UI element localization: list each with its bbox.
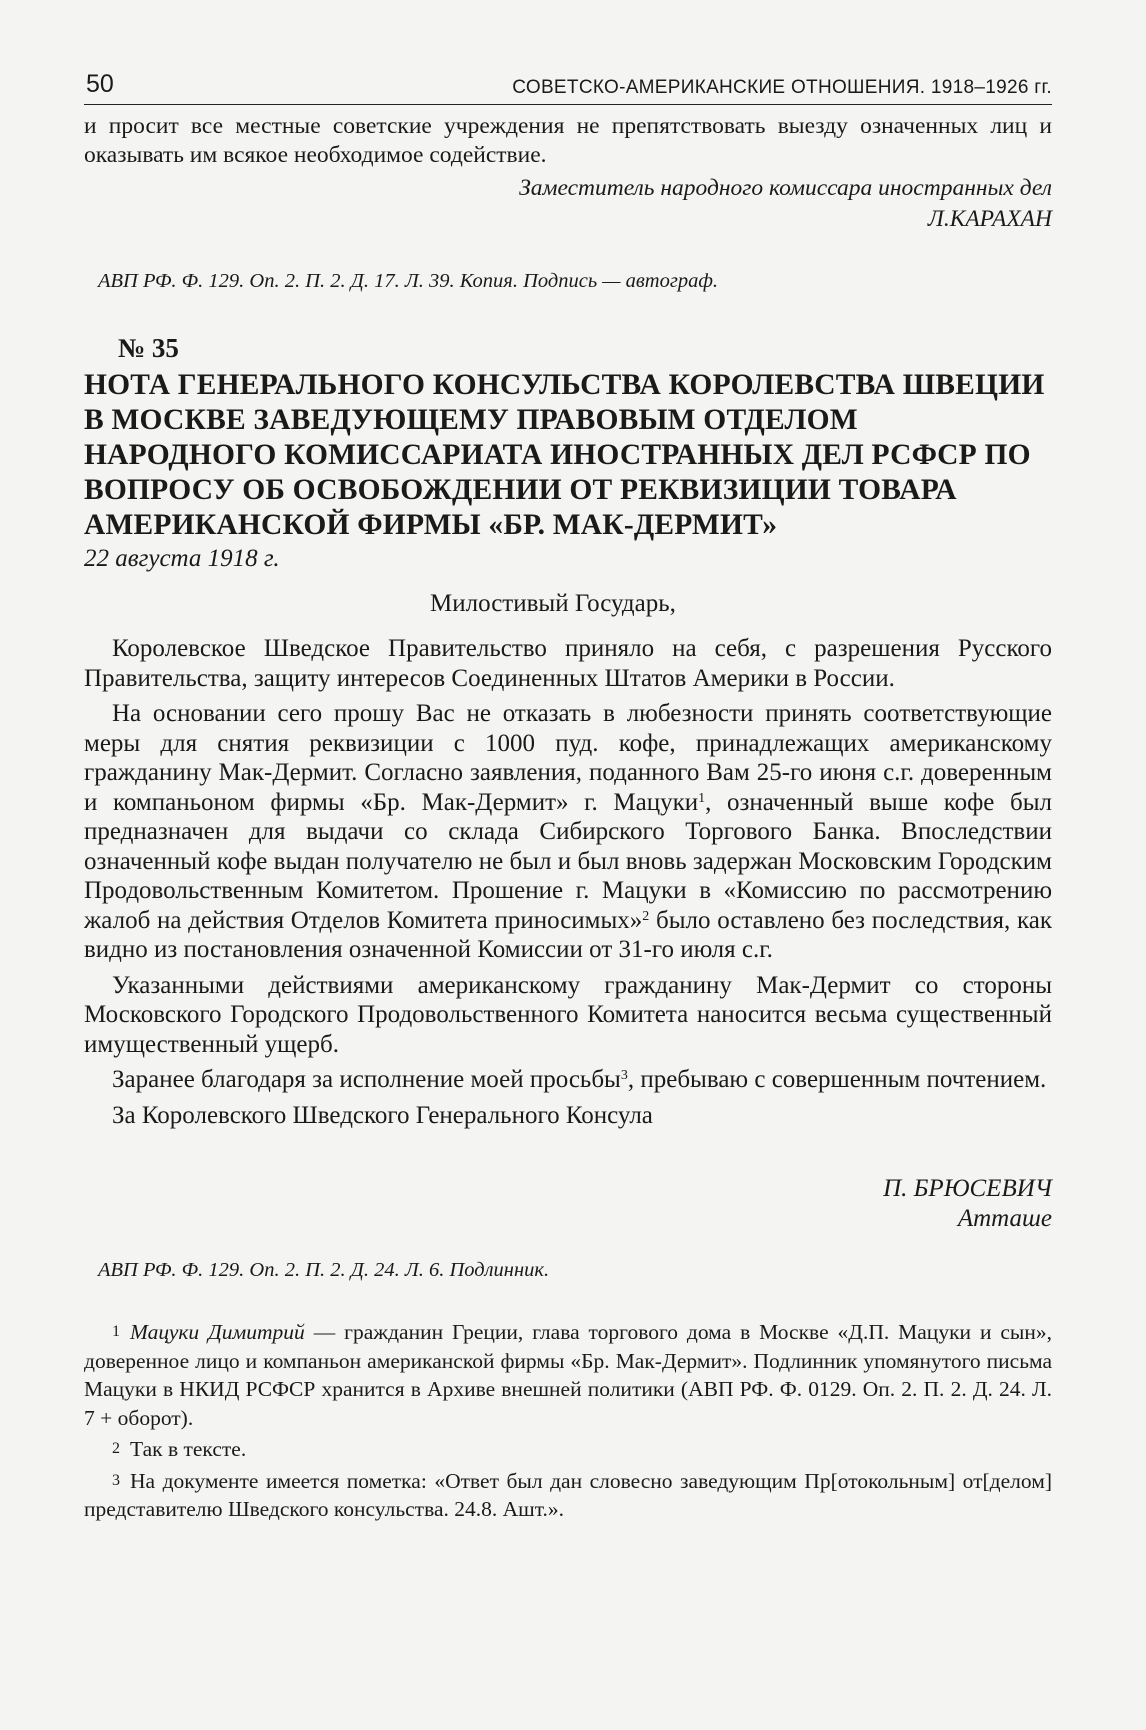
prev-signer-title: Заместитель народного комиссара иностранных дел xyxy=(519,175,1052,201)
footnote-3: $^3$ На документе имеется пометка: «Ответ был дан словесно заведующим Пр[отокольным] от[делом] представителю Шведского консульства. 24.8. Ашт.». xyxy=(84,1468,1052,1521)
footnote-ref-1: 1 xyxy=(698,790,706,806)
page-number: 50 xyxy=(86,70,114,98)
document-number: № 35 xyxy=(118,333,179,363)
paragraph-1: Королевское Шведское Правительство приняло на себя, с разрешения Русского Правительства, защиту интересов Соединенных Штатов Америки в России. xyxy=(84,635,1052,692)
archive-source: АВП РФ. Ф. 129. Оп. 2. П. 2. Д. 24. Л. 6. Подлинник. xyxy=(98,1259,550,1281)
footnote-2: $^2$ Так в тексте. xyxy=(112,1437,247,1461)
prev-signer-name: Л.КАРАХАН xyxy=(927,206,1052,232)
previous-document-ending: и просит все местные советские учреждения не препятствовать выезду означенных лиц и оказывать им всякое необходимое содействие. xyxy=(84,113,1052,168)
document-date: 22 августа 1918 г. xyxy=(84,545,280,572)
footnote-1: $^1$ Мацуки Димитрий — гражданин Греции, глава торгового дома в Москве «Д.П. Мацуки и сын», доверенное лицо и компаньон американской фирмы «Бр. Мак-Дермит». Подлинник упомянутого письма Мацуки в НКИД РСФСР хранится в Архиве внешней политики (АВП РФ. Ф. 0129. Оп. 2. П. 2. Д. 24. Л. 7 + оборот). xyxy=(84,1320,1052,1430)
paragraph-3: Указанными действиями американскому гражданину Мак-Дермит со стороны Московского Городского Продовольственного Комитета наносится весьма существенный имущественный ущерб. xyxy=(84,971,1052,1058)
running-title: СОВЕТСКО-АМЕРИКАНСКИЕ ОТНОШЕНИЯ. 1918–1926 гг. xyxy=(512,77,1052,98)
footnotes xyxy=(84,1318,1052,1527)
running-header xyxy=(84,70,1052,105)
paragraph-4: Заранее благодаря за исполнение моей просьбы$^3$, пребываю с совершенным почтением. xyxy=(112,1066,1047,1093)
paragraph-2: На основании сего прошу Вас не отказать в любезности принять соответствующие меры для снятия реквизиции с 1000 пуд. кофе, принадлежащих американскому гражданину Мак-Дермит. Согласно заявления, поданного Вам 25-го июня с.г. доверенным и компаньоном фирмы «Бр. Мак-Дермит» г. Мацуки$^1$, означенный выше кофе был предназначен для выдачи со склада Сибирского Торгового Банка. Впоследствии означенный кофе выдан получателю не был и был вновь задержан Московским Городским Продовольственным Комитетом. Прошение г. Мацуки в «Комиссию по рассмотрению жалоб на действия Отделов Комитета приносимых»$^2$ было оставлено без последствия, как видно из постановления означенной Комиссии от 31-го июля с.г. xyxy=(84,700,1052,963)
footnote-ref-2: 2 xyxy=(642,908,650,924)
paragraph-5: За Королевского Шведского Генерального Консула xyxy=(112,1101,653,1129)
footnote-ref-3: 3 xyxy=(620,1068,628,1083)
prev-archive-source: АВП РФ. Ф. 129. Оп. 2. П. 2. Д. 17. Л. 39. Копия. Подпись — автограф. xyxy=(98,270,719,292)
signer-name: П. БРЮСЕВИЧ xyxy=(883,1175,1052,1202)
salutation: Милостивый Государь, xyxy=(430,590,676,617)
document-title: НОТА ГЕНЕРАЛЬНОГО КОНСУЛЬСТВА КОРОЛЕВСТВА ШВЕЦИИ В МОСКВЕ ЗАВЕДУЮЩЕМУ ПРАВОВЫМ ОТДЕЛОМ НАРОДНОГО КОМИССАРИАТА ИНОСТРАННЫХ ДЕЛ РСФСР ПО ВОПРОСУ ОБ ОСВОБОЖДЕНИИ ОТ РЕКВИЗИЦИИ ТОВАРА АМЕРИКАНСКОЙ ФИРМЫ «БР. МАК-ДЕРМИТ» xyxy=(84,369,1045,541)
letter-body xyxy=(84,634,1052,1136)
signer-title: Атташе xyxy=(957,1205,1052,1232)
